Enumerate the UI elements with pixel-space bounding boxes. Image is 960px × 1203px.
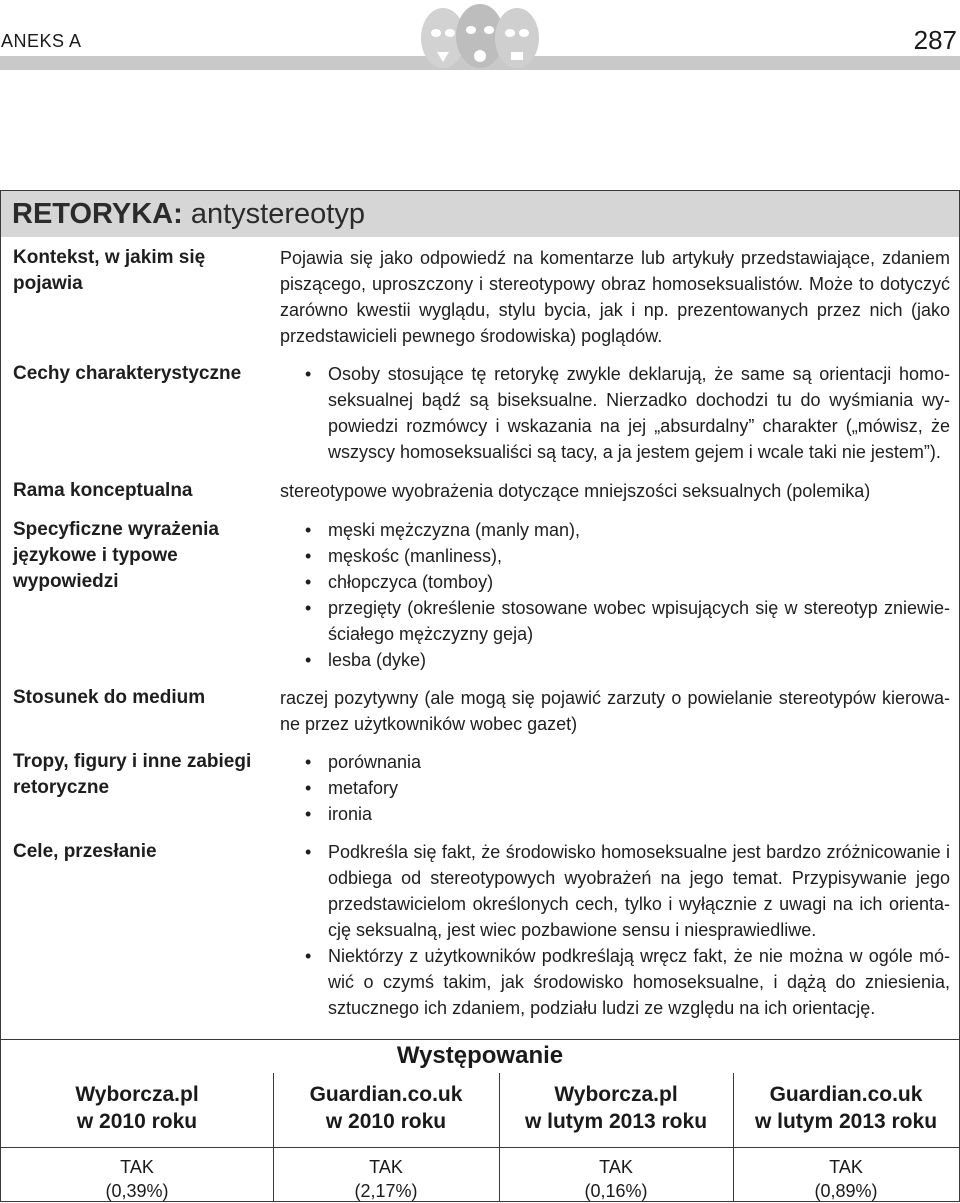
list-item: • męskośc (manliness), (280, 543, 950, 569)
occurrence-column (499, 1073, 733, 1201)
column-source: Guardian.co.uk (769, 1083, 923, 1106)
row-content-tropes (280, 749, 950, 827)
occurrence-column (273, 1073, 499, 1201)
row-label-frame: Rama konceptualna (13, 480, 193, 501)
row-content-expressions (280, 517, 950, 673)
column-share: (0,16%) (584, 1181, 648, 1201)
row-label-context: Kontekst, w jakim się pojawia (13, 247, 206, 294)
page-header (0, 0, 960, 72)
column-source: Guardian.co.uk (309, 1083, 463, 1106)
row-label-goals: Cele, przesłanie (13, 841, 157, 862)
column-share: (2,17%) (354, 1181, 418, 1201)
row-label-expressions: Specyficzne wyrażenia językowe i typowe wypowiedzi (13, 519, 219, 592)
column-answer: TAK (829, 1157, 863, 1177)
list-item: • chłopczyca (tomboy) (280, 569, 950, 595)
section-label: ANEKS A (1, 31, 82, 51)
column-period: w 2010 roku (76, 1110, 198, 1133)
page-number: 287 (913, 25, 957, 55)
row-content-features (280, 361, 950, 465)
occurrence-column (1, 1073, 273, 1201)
list-item: • przegięty (określenie stosowane wobec wpisujących się w stereotyp zniewieściałego mężczyzny geja) (280, 595, 950, 647)
column-source: Wyborcza.pl (75, 1083, 199, 1106)
list-item: • lesba (dyke) (280, 647, 950, 673)
title-prefix: RETORYKA: (12, 198, 183, 230)
row-text-frame: stereotypowe wyobrażenia dotyczące mniejszości seksualnych (polemika) (280, 481, 871, 501)
row-label-features: Cechy charakterystyczne (13, 363, 242, 384)
list-item: • Osoby stosujące tę retorykę zwykle deklarują, że same są orientacji homoseksualnej bądź są biseksualne. Nierzadko dochodzi tu do wyśmiania wypowiedzi rozmówcy i wskazania na jej „absurdalny” charakter („mówisz, że wszyscy homoseksualiści są tacy, a ja jestem gejem i wcale taki nie jestem”). (280, 361, 950, 465)
column-period: w lutym 2013 roku (524, 1110, 708, 1133)
title-rest: antystereotyp (182, 198, 365, 230)
column-period: w lutym 2013 roku (754, 1110, 938, 1133)
list-item: • ironia (280, 801, 950, 827)
row-text-context: Pojawia się jako odpowiedź na komentarze lub artykuły przedstawiające, zdaniem piszącego, uproszczony i stereotypowy obraz homoseksualistów. Może to dotyczyć zarówno kwestii wyglądu, stylu bycia, jak i np. prezentowanych przez nich (jako przedstawicieli pewnego środowiska) poglądów. (280, 248, 950, 346)
occurrence-title: Występowanie (396, 1042, 564, 1069)
card-title (12, 198, 365, 231)
row-content-goals (280, 839, 950, 1021)
column-share: (0,39%) (105, 1181, 169, 1201)
list-item: • Podkreśla się fakt, że środowisko homoseksualne jest bardzo zróżnicowanie i odbiega od stereotypowych wyobrażeń na jego temat. Przypisywanie jego przedstawicielom określonych cech, tylko i wyłącznie z uwagi na ich orientację seksualną, jest wiec pozbawione sensu i niesprawiedliwe. (280, 839, 950, 943)
row-label-medium: Stosunek do medium (13, 687, 206, 708)
row-text-medium: raczej pozytywny (ale mogą się pojawić zarzuty o powielanie stereotypów kierowane przez użytkowników wobec gazet) (280, 688, 950, 734)
column-period: w 2010 roku (325, 1110, 447, 1133)
list-item: • porównania (280, 749, 950, 775)
column-answer: TAK (120, 1157, 154, 1177)
row-label-tropes: Tropy, figury i inne zabiegi retoryczne (13, 751, 252, 798)
title-bar (1, 191, 959, 237)
rhetoric-card (0, 190, 960, 1202)
column-share: (0,89%) (814, 1181, 878, 1201)
column-answer: TAK (599, 1157, 633, 1177)
list-item: • Niektórzy z użytkowników podkreślają wręcz fakt, że nie można w ogóle mówić o czymś takim, jak środowisko homoseksualne, i dążą do zniesienia, sztucznego ich zdaniem, podziału ludzi ze względu na ich orientację. (280, 943, 950, 1021)
column-source: Wyborcza.pl (554, 1083, 678, 1106)
list-item: • metafory (280, 775, 950, 801)
list-item: • męski mężczyzna (manly man), (280, 517, 950, 543)
theater-masks-icon (415, 0, 545, 72)
occurrence-column (733, 1073, 959, 1201)
column-answer: TAK (369, 1157, 403, 1177)
